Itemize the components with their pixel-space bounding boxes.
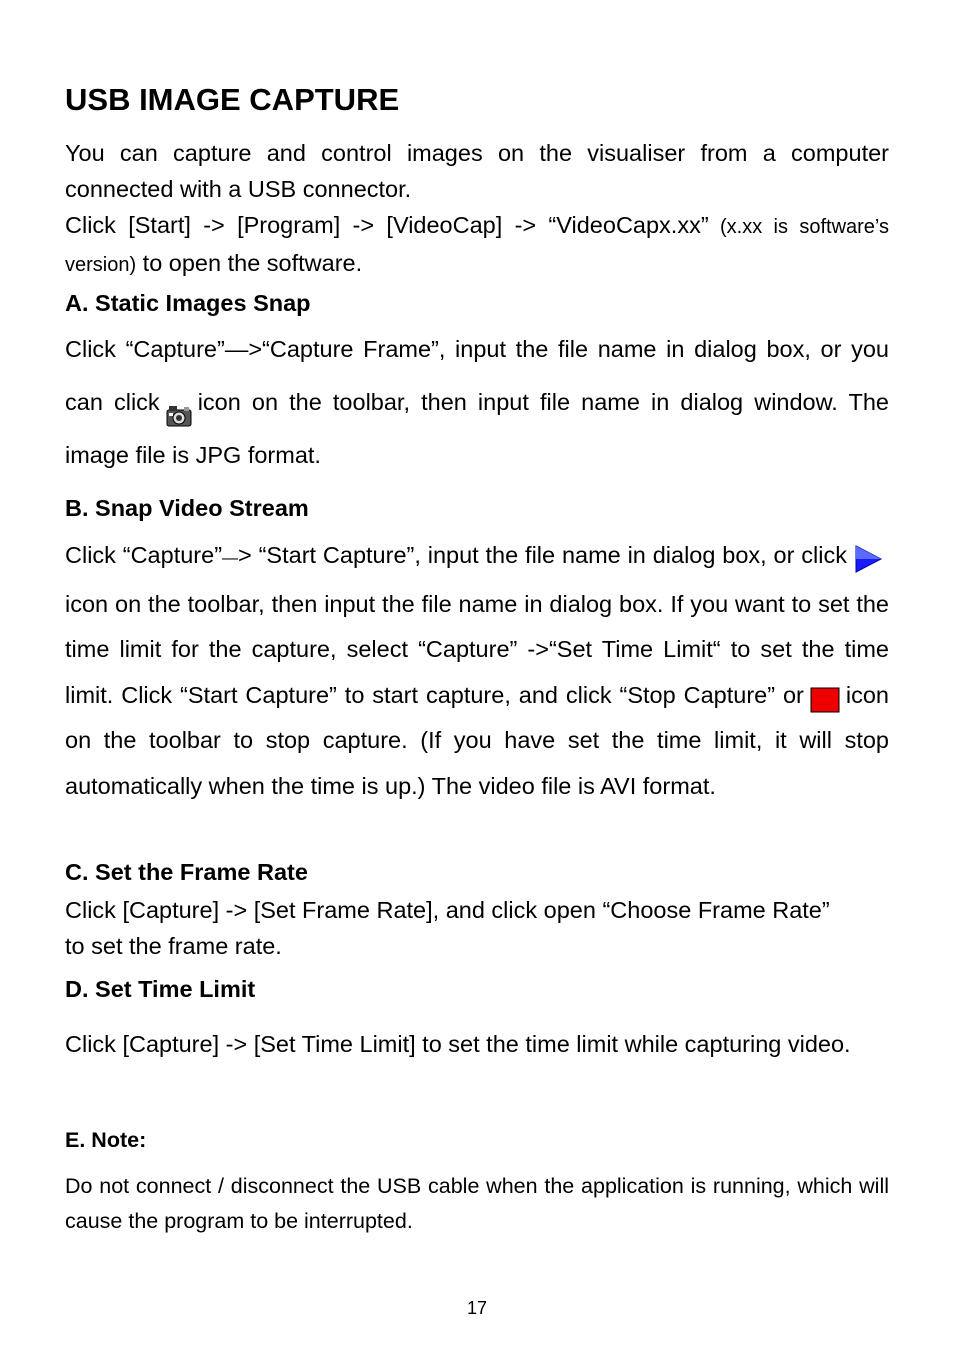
section-a-text-2: icon on the toolbar, then input file name in dialog window. The image file is JPG format. [65,389,889,468]
section-c-text-2: to set the frame rate. [65,933,282,959]
page-number: 17 [466,1298,488,1318]
section-b-text-4: icon on the toolbar to stop capture. (If you have set the time limit, it will stop automatically when the time is up.) The video file is AVI format. [65,681,889,799]
section-c-paragraph [65,892,889,964]
section-d-paragraph: Click [Capture] -> [Set Time Limit] to set the time limit while capturing video. [65,1031,851,1057]
intro-instruction-end: to open the software. [136,250,363,276]
section-c-text-1: Click [Capture] -> [Set Frame Rate], and click open “Choose Frame Rate” [65,897,830,923]
section-a-heading: A. Static Images Snap [65,290,311,316]
section-b-text-1: Click “Capture” [65,542,223,568]
section-b-text-3: icon on the toolbar, then input the file name in dialog box. If you want to set the time limit for the capture, select “Capture” ->“Set Time Limit“ to set the time limit. Click “Start Capture” to start capture, and click “Stop Capture” or [65,590,889,708]
section-b-dash: — [222,550,239,567]
section-e-heading: E. Note: [65,1128,147,1152]
section-d-heading: D. Set Time Limit [65,976,256,1002]
section-e-paragraph: Do not connect / disconnect the USB cable when the application is running, which will cause the program to be interrupted. [65,1174,889,1233]
intro-paragraph [65,135,889,283]
page-title: USB IMAGE CAPTURE [65,82,400,117]
intro-text: You can capture and control images on the visualiser from a computer connected with a USB connector. [65,140,889,202]
section-c-heading: C. Set the Frame Rate [65,859,308,885]
intro-version-note: (x.xx is software’s version) [65,216,889,276]
section-b-heading: B. Snap Video Stream [65,495,309,521]
camera-icon [166,393,192,415]
section-a-text-1: Click “Capture”—>“Capture Frame”, input the file name in dialog box, or you can click [65,336,889,415]
play-icon [853,543,883,571]
intro-instruction: Click [Start] -> [Program] -> [VideoCap] -> “VideoCapx.xx” [65,212,709,238]
section-b-text-2: > “Start Capture”, input the file name in dialog box, or click [238,542,847,568]
section-a-paragraph [65,323,889,482]
section-b-paragraph [65,533,889,809]
stop-icon [810,683,840,709]
